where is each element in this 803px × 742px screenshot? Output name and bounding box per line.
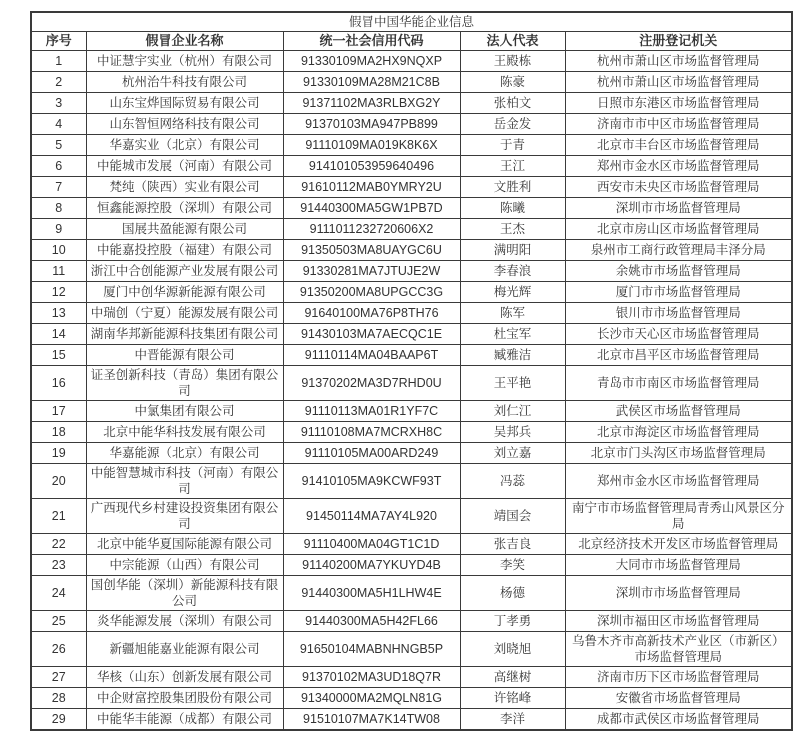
cell-registration-authority: 北京市房山区市场监督管理局 xyxy=(565,219,792,240)
cell-credit-code: 91350503MA8UAYGC6U xyxy=(283,240,460,261)
cell-row-index: 11 xyxy=(31,261,86,282)
cell-registration-authority: 杭州市萧山区市场监督管理局 xyxy=(565,72,792,93)
cell-company-name: 梵纯（陕西）实业有限公司 xyxy=(86,177,283,198)
cell-company-name: 中能城市发展（河南）有限公司 xyxy=(86,156,283,177)
table-row xyxy=(31,401,792,422)
cell-registration-authority: 北京市昌平区市场监督管理局 xyxy=(565,345,792,366)
cell-credit-code: 91450114MA7AY4L920 xyxy=(283,499,460,534)
table-row xyxy=(31,555,792,576)
cell-registration-authority: 余姚市市场监督管理局 xyxy=(565,261,792,282)
table-row xyxy=(31,611,792,632)
cell-company-name: 北京中能华夏国际能源有限公司 xyxy=(86,534,283,555)
cell-legal-rep: 王殿栋 xyxy=(460,51,565,72)
cell-row-index: 6 xyxy=(31,156,86,177)
cell-legal-rep: 许铭峰 xyxy=(460,688,565,709)
cell-registration-authority: 北京经济技术开发区市场监督管理局 xyxy=(565,534,792,555)
cell-legal-rep: 陈曦 xyxy=(460,198,565,219)
table-row xyxy=(31,219,792,240)
cell-row-index: 12 xyxy=(31,282,86,303)
cell-credit-code: 91430103MA7AECQC1E xyxy=(283,324,460,345)
cell-legal-rep: 张柏文 xyxy=(460,93,565,114)
cell-company-name: 山东智恒网络科技有限公司 xyxy=(86,114,283,135)
cell-company-name: 中能智慧城市科技（河南）有限公司 xyxy=(86,464,283,499)
cell-legal-rep: 梅光辉 xyxy=(460,282,565,303)
cell-company-name: 中能嘉投控股（福建）有限公司 xyxy=(86,240,283,261)
table-row xyxy=(31,422,792,443)
cell-row-index: 27 xyxy=(31,667,86,688)
cell-legal-rep: 王平艳 xyxy=(460,366,565,401)
table-row xyxy=(31,240,792,261)
table-row xyxy=(31,177,792,198)
cell-credit-code: 91110400MA04GT1C1D xyxy=(283,534,460,555)
cell-registration-authority: 南宁市市场监督管理局青秀山风景区分局 xyxy=(565,499,792,534)
table-row xyxy=(31,534,792,555)
cell-row-index: 24 xyxy=(31,576,86,611)
cell-legal-rep: 满明阳 xyxy=(460,240,565,261)
cell-registration-authority: 日照市东港区市场监督管理局 xyxy=(565,93,792,114)
cell-row-index: 28 xyxy=(31,688,86,709)
cell-legal-rep: 王江 xyxy=(460,156,565,177)
table-row xyxy=(31,261,792,282)
table-title: 假冒中国华能企业信息 xyxy=(31,12,792,32)
table-row xyxy=(31,366,792,401)
header-legal-rep: 法人代表 xyxy=(460,32,565,51)
cell-row-index: 4 xyxy=(31,114,86,135)
header-registration-authority: 注册登记机关 xyxy=(565,32,792,51)
cell-company-name: 浙江中合创能源产业发展有限公司 xyxy=(86,261,283,282)
cell-legal-rep: 李笑 xyxy=(460,555,565,576)
cell-registration-authority: 泉州市工商行政管理局丰泽分局 xyxy=(565,240,792,261)
cell-credit-code: 91370103MA947PB899 xyxy=(283,114,460,135)
cell-legal-rep: 丁孝勇 xyxy=(460,611,565,632)
cell-registration-authority: 郑州市金水区市场监督管理局 xyxy=(565,156,792,177)
cell-registration-authority: 大同市市场监督管理局 xyxy=(565,555,792,576)
cell-legal-rep: 刘晓旭 xyxy=(460,632,565,667)
cell-company-name: 中证慧宇实业（杭州）有限公司 xyxy=(86,51,283,72)
table-row xyxy=(31,709,792,731)
table-row xyxy=(31,464,792,499)
cell-row-index: 21 xyxy=(31,499,86,534)
cell-registration-authority: 青岛市市南区市场监督管理局 xyxy=(565,366,792,401)
cell-row-index: 29 xyxy=(31,709,86,731)
cell-registration-authority: 乌鲁木齐市高新技术产业区（市新区）市场监督管理局 xyxy=(565,632,792,667)
table-row xyxy=(31,443,792,464)
table-row xyxy=(31,667,792,688)
cell-legal-rep: 冯蕊 xyxy=(460,464,565,499)
cell-row-index: 14 xyxy=(31,324,86,345)
table-row xyxy=(31,114,792,135)
table-row xyxy=(31,688,792,709)
cell-company-name: 新疆旭能嘉业能源有限公司 xyxy=(86,632,283,667)
cell-registration-authority: 厦门市市场监督管理局 xyxy=(565,282,792,303)
table-body xyxy=(31,51,792,731)
table-row xyxy=(31,198,792,219)
cell-row-index: 10 xyxy=(31,240,86,261)
cell-legal-rep: 陈豪 xyxy=(460,72,565,93)
cell-company-name: 广西现代乡村建设投资集团有限公司 xyxy=(86,499,283,534)
table-row xyxy=(31,324,792,345)
cell-row-index: 15 xyxy=(31,345,86,366)
cell-registration-authority: 郑州市金水区市场监督管理局 xyxy=(565,464,792,499)
cell-registration-authority: 西安市未央区市场监督管理局 xyxy=(565,177,792,198)
table-row xyxy=(31,51,792,72)
cell-row-index: 1 xyxy=(31,51,86,72)
cell-credit-code: 91640100MA76P8TH76 xyxy=(283,303,460,324)
cell-row-index: 3 xyxy=(31,93,86,114)
cell-legal-rep: 于青 xyxy=(460,135,565,156)
cell-credit-code: 91610112MAB0YMRY2U xyxy=(283,177,460,198)
cell-company-name: 中瑞创（宁夏）能源发展有限公司 xyxy=(86,303,283,324)
cell-row-index: 16 xyxy=(31,366,86,401)
cell-company-name: 山东宝烨国际贸易有限公司 xyxy=(86,93,283,114)
cell-registration-authority: 深圳市市场监督管理局 xyxy=(565,576,792,611)
cell-legal-rep: 李洋 xyxy=(460,709,565,731)
cell-company-name: 国展共盈能源有限公司 xyxy=(86,219,283,240)
cell-company-name: 中能华丰能源（成都）有限公司 xyxy=(86,709,283,731)
table-row xyxy=(31,632,792,667)
cell-legal-rep: 刘仁江 xyxy=(460,401,565,422)
header-company-name: 假冒企业名称 xyxy=(86,32,283,51)
cell-company-name: 中晋能源有限公司 xyxy=(86,345,283,366)
cell-credit-code: 91110113MA01R1YF7C xyxy=(283,401,460,422)
cell-legal-rep: 陈军 xyxy=(460,303,565,324)
table-row xyxy=(31,135,792,156)
cell-row-index: 26 xyxy=(31,632,86,667)
cell-credit-code: 91110114MA04BAAP6T xyxy=(283,345,460,366)
cell-row-index: 5 xyxy=(31,135,86,156)
cell-credit-code: 91330281MA7JTUJE2W xyxy=(283,261,460,282)
cell-company-name: 国创华能（深圳）新能源科技有限公司 xyxy=(86,576,283,611)
table-row xyxy=(31,576,792,611)
cell-registration-authority: 杭州市萧山区市场监督管理局 xyxy=(565,51,792,72)
cell-credit-code: 91440300MA5H1LHW4E xyxy=(283,576,460,611)
cell-credit-code: 91440300MA5GW1PB7D xyxy=(283,198,460,219)
cell-company-name: 厦门中创华源新能源有限公司 xyxy=(86,282,283,303)
cell-legal-rep: 高继树 xyxy=(460,667,565,688)
cell-row-index: 13 xyxy=(31,303,86,324)
cell-legal-rep: 岳金发 xyxy=(460,114,565,135)
header-credit-code: 统一社会信用代码 xyxy=(283,32,460,51)
cell-legal-rep: 杜宝军 xyxy=(460,324,565,345)
cell-legal-rep: 臧雅洁 xyxy=(460,345,565,366)
cell-company-name: 北京中能华科技发展有限公司 xyxy=(86,422,283,443)
cell-credit-code: 91440300MA5H42FL66 xyxy=(283,611,460,632)
cell-credit-code: 91410105MA9KCWF93T xyxy=(283,464,460,499)
fake-company-table xyxy=(30,11,793,731)
cell-row-index: 9 xyxy=(31,219,86,240)
cell-registration-authority: 北京市海淀区市场监督管理局 xyxy=(565,422,792,443)
cell-row-index: 19 xyxy=(31,443,86,464)
cell-registration-authority: 长沙市天心区市场监督管理局 xyxy=(565,324,792,345)
cell-credit-code: 91140200MA7YKUYD4B xyxy=(283,555,460,576)
table-title-row xyxy=(31,12,792,32)
cell-row-index: 7 xyxy=(31,177,86,198)
cell-credit-code: 91330109MA2HX9NQXP xyxy=(283,51,460,72)
cell-company-name: 恒鑫能源控股（深圳）有限公司 xyxy=(86,198,283,219)
cell-registration-authority: 银川市市场监督管理局 xyxy=(565,303,792,324)
cell-company-name: 华核（山东）创新发展有限公司 xyxy=(86,667,283,688)
cell-row-index: 25 xyxy=(31,611,86,632)
cell-row-index: 17 xyxy=(31,401,86,422)
cell-registration-authority: 深圳市市场监督管理局 xyxy=(565,198,792,219)
cell-row-index: 18 xyxy=(31,422,86,443)
cell-company-name: 中宗能源（山西）有限公司 xyxy=(86,555,283,576)
cell-credit-code: 9111011232720606X2 xyxy=(283,219,460,240)
cell-registration-authority: 安徽省市场监督管理局 xyxy=(565,688,792,709)
cell-legal-rep: 张吉良 xyxy=(460,534,565,555)
table-row xyxy=(31,345,792,366)
cell-legal-rep: 吴邦兵 xyxy=(460,422,565,443)
cell-legal-rep: 刘立嘉 xyxy=(460,443,565,464)
cell-registration-authority: 北京市丰台区市场监督管理局 xyxy=(565,135,792,156)
cell-row-index: 20 xyxy=(31,464,86,499)
cell-row-index: 8 xyxy=(31,198,86,219)
cell-credit-code: 91510107MA7K14TW08 xyxy=(283,709,460,731)
cell-legal-rep: 杨德 xyxy=(460,576,565,611)
table-row xyxy=(31,282,792,303)
cell-registration-authority: 深圳市福田区市场监督管理局 xyxy=(565,611,792,632)
cell-legal-rep: 王杰 xyxy=(460,219,565,240)
cell-row-index: 23 xyxy=(31,555,86,576)
cell-credit-code: 91350200MA8UPGCC3G xyxy=(283,282,460,303)
cell-company-name: 华嘉实业（北京）有限公司 xyxy=(86,135,283,156)
cell-credit-code: 91110105MA00ARD249 xyxy=(283,443,460,464)
cell-registration-authority: 济南市历下区市场监督管理局 xyxy=(565,667,792,688)
cell-credit-code: 91371102MA3RLBXG2Y xyxy=(283,93,460,114)
cell-registration-authority: 武侯区市场监督管理局 xyxy=(565,401,792,422)
cell-company-name: 华嘉能源（北京）有限公司 xyxy=(86,443,283,464)
cell-credit-code: 91370102MA3UD18Q7R xyxy=(283,667,460,688)
cell-credit-code: 914101053959640496 xyxy=(283,156,460,177)
header-row-index: 序号 xyxy=(31,32,86,51)
cell-registration-authority: 成都市武侯区市场监督管理局 xyxy=(565,709,792,731)
cell-company-name: 中氯集团有限公司 xyxy=(86,401,283,422)
cell-row-index: 22 xyxy=(31,534,86,555)
cell-legal-rep: 文胜利 xyxy=(460,177,565,198)
cell-company-name: 湖南华邦新能源科技集团有限公司 xyxy=(86,324,283,345)
table-row xyxy=(31,93,792,114)
table-row xyxy=(31,303,792,324)
table-row xyxy=(31,156,792,177)
cell-credit-code: 91650104MABNHNGB5P xyxy=(283,632,460,667)
cell-credit-code: 91370202MA3D7RHD0U xyxy=(283,366,460,401)
cell-credit-code: 91110108MA7MCRXH8C xyxy=(283,422,460,443)
table-row xyxy=(31,72,792,93)
cell-company-name: 炎华能源发展（深圳）有限公司 xyxy=(86,611,283,632)
cell-registration-authority: 济南市市中区市场监督管理局 xyxy=(565,114,792,135)
cell-legal-rep: 靖国会 xyxy=(460,499,565,534)
cell-credit-code: 91330109MA28M21C8B xyxy=(283,72,460,93)
cell-credit-code: 91340000MA2MQLN81G xyxy=(283,688,460,709)
cell-company-name: 证圣创新科技（青岛）集团有限公司 xyxy=(86,366,283,401)
table-header-row xyxy=(31,32,792,51)
cell-registration-authority: 北京市门头沟区市场监督管理局 xyxy=(565,443,792,464)
cell-company-name: 中企财富控股集团股份有限公司 xyxy=(86,688,283,709)
cell-row-index: 2 xyxy=(31,72,86,93)
cell-legal-rep: 李春浪 xyxy=(460,261,565,282)
cell-credit-code: 91110109MA019K8K6X xyxy=(283,135,460,156)
table-row xyxy=(31,499,792,534)
cell-company-name: 杭州治牛科技有限公司 xyxy=(86,72,283,93)
